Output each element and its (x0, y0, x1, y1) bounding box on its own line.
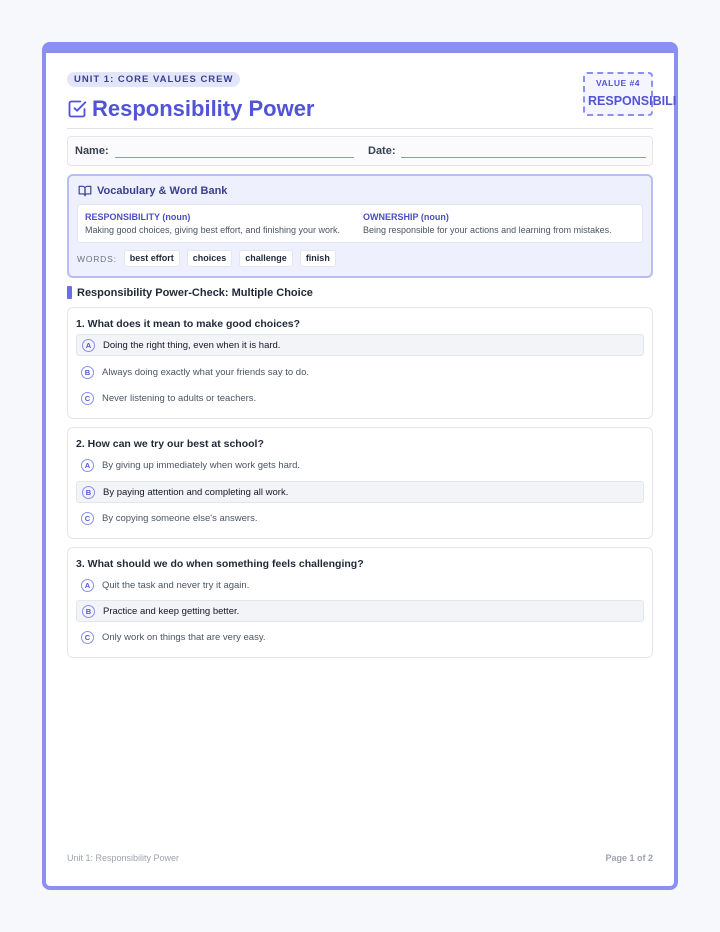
word-bank (77, 250, 343, 267)
option-text: Practice and keep getting better. (103, 605, 240, 617)
answer-option[interactable] (76, 334, 644, 356)
answer-option[interactable] (76, 600, 644, 622)
option-letter: A (82, 339, 95, 352)
date-field[interactable] (401, 157, 646, 158)
question-text: 2. How can we try our best at school? (76, 438, 264, 450)
option-text: Never listening to adults or teachers. (102, 392, 257, 404)
option-letter: A (81, 459, 94, 472)
option-text: Only work on things that are very easy. (102, 631, 266, 643)
option-letter: B (81, 366, 94, 379)
section-title: Responsibility Power-Check: Multiple Choice (77, 286, 313, 299)
word-chip: finish (300, 250, 336, 267)
answer-option[interactable] (76, 387, 644, 409)
option-text: By giving up immediately when work gets hard. (102, 459, 301, 471)
option-text: By copying someone else's answers. (102, 512, 258, 524)
section-marker (67, 286, 72, 299)
definitions-panel (77, 204, 643, 243)
option-letter: C (81, 392, 94, 405)
page-top-bar (42, 42, 678, 53)
option-text: Always doing exactly what your friends say to do. (102, 366, 309, 378)
definition-term: RESPONSIBILITY (noun) (85, 212, 191, 222)
question-card (67, 307, 653, 419)
option-letter: C (81, 631, 94, 644)
footer-unit: Unit 1: Responsibility Power (67, 853, 180, 863)
answer-option[interactable] (76, 626, 644, 648)
name-label: Name: (75, 145, 109, 157)
answer-option[interactable] (76, 361, 644, 383)
title-row (67, 94, 315, 124)
quiz-section-heading (67, 286, 313, 299)
answer-option[interactable] (76, 574, 644, 596)
option-text: Doing the right thing, even when it is hard. (103, 339, 281, 351)
words-label: WORDS: (77, 253, 117, 264)
page-title: Responsibility Power (92, 96, 315, 121)
value-badge (583, 72, 677, 116)
definition-item (363, 212, 638, 235)
date-label: Date: (368, 145, 396, 157)
answer-option[interactable] (76, 454, 644, 476)
header-divider (67, 128, 653, 129)
definition-text: Making good choices, giving best effort, and finishing your work. (85, 225, 340, 235)
question-card (67, 427, 653, 539)
option-letter: A (81, 579, 94, 592)
worksheet-page (42, 42, 678, 890)
option-letter: B (82, 486, 95, 499)
answer-option[interactable] (76, 507, 644, 529)
definition-text: Being responsible for your actions and learning from mistakes. (363, 225, 612, 235)
vocabulary-title: Vocabulary & Word Bank (97, 185, 228, 197)
checkbox-icon (67, 99, 87, 119)
name-field[interactable] (115, 157, 354, 158)
question-text: 1. What does it mean to make good choices? (76, 318, 301, 330)
page-number: Page 1 of 2 (605, 853, 653, 863)
definition-term: OWNERSHIP (noun) (363, 212, 449, 222)
word-chip: best effort (124, 250, 180, 267)
option-letter: C (81, 512, 94, 525)
vocabulary-box (67, 174, 653, 278)
vocabulary-heading (78, 184, 227, 198)
name-date-row (67, 136, 653, 166)
word-chip: challenge (239, 250, 293, 267)
word-chip: choices (187, 250, 233, 267)
definition-item (85, 212, 360, 235)
option-text: Quit the task and never try it again. (102, 579, 250, 591)
value-word: RESPONSIBILI (588, 94, 677, 108)
option-letter: B (82, 605, 95, 618)
answer-option[interactable] (76, 481, 644, 503)
question-text: 3. What should we do when something feels challenging? (76, 558, 364, 570)
question-card (67, 547, 653, 658)
option-text: By paying attention and completing all work. (103, 486, 289, 498)
unit-label: UNIT 1: CORE VALUES CREW (67, 72, 240, 87)
book-icon (78, 184, 92, 198)
value-number: VALUE #4 (596, 78, 640, 88)
